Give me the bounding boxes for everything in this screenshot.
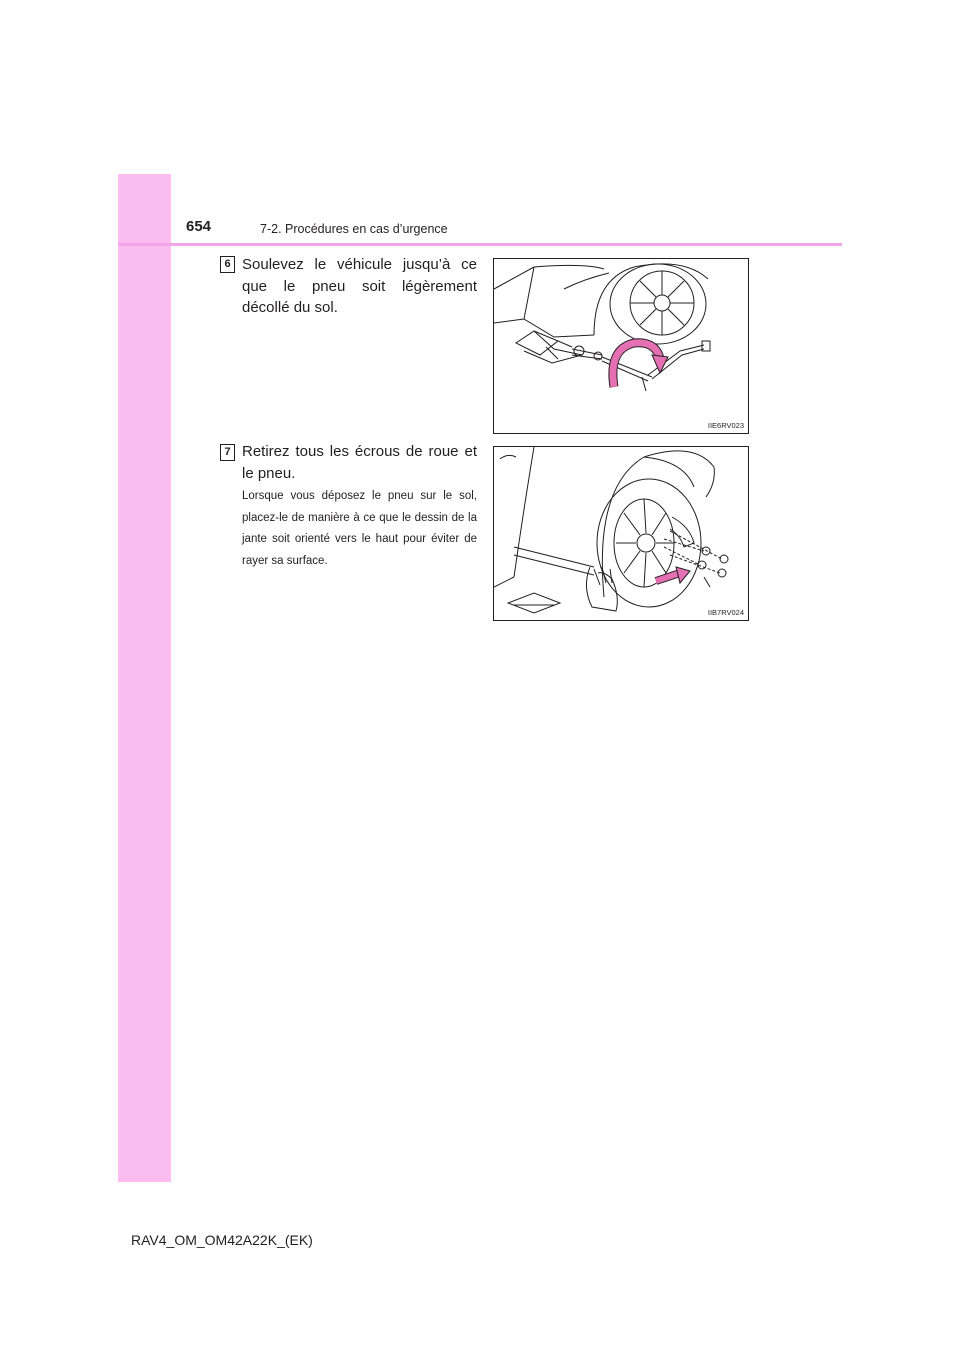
document-id-footer: RAV4_OM_OM42A22K_(EK)	[131, 1232, 313, 1248]
figure-jack-lifting	[493, 258, 749, 434]
wheel-removal-illustration	[494, 447, 748, 620]
figure-code: IIB7RV024	[707, 608, 744, 617]
section-title: 7-2. Procédures en cas d’urgence	[260, 222, 448, 236]
header-rule	[118, 243, 842, 246]
figure-code: IIE6RV023	[707, 421, 744, 430]
step-7-badge: 7	[220, 444, 235, 461]
figure-wheel-removal	[493, 446, 749, 621]
step-6-badge: 6	[220, 256, 235, 273]
step-7-text: Retirez tous les écrous de roue et le pneu.	[242, 443, 477, 482]
step-7-note: Lorsque vous déposez le pneu sur le sol, placez-le de manière à ce que le dessin de la jante soit orienté vers le haut pour éviter de rayer sa surface.	[242, 490, 477, 567]
side-tab-bar	[118, 174, 171, 1182]
page-number: 654	[186, 218, 212, 235]
step-6-text: Soulevez le véhicule jusqu’à ce que le pneu soit légèrement décollé du sol.	[242, 256, 477, 316]
jack-lifting-illustration	[494, 259, 748, 433]
